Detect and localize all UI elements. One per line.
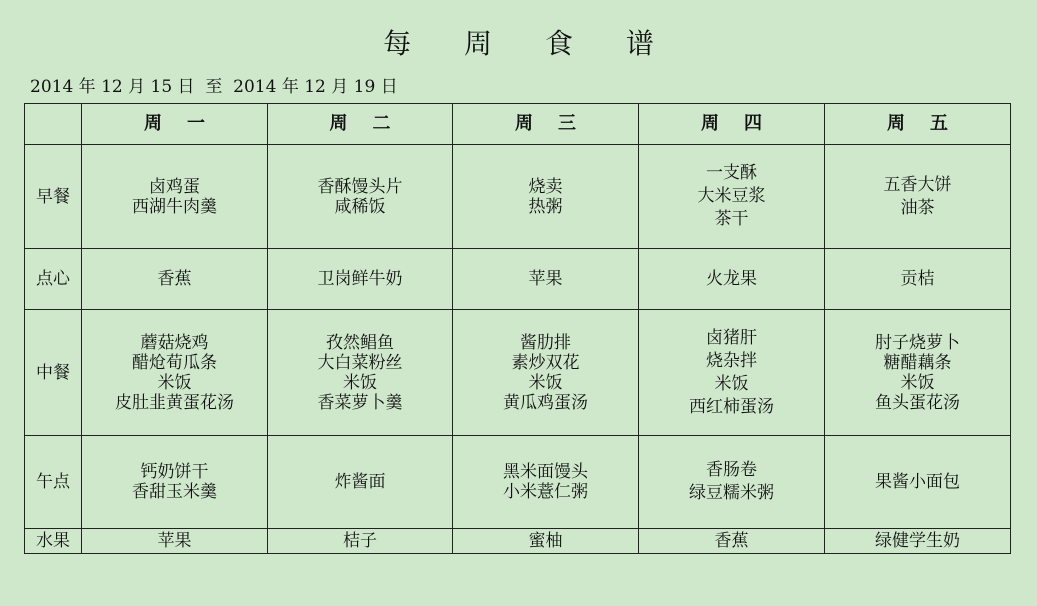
dish: 香肠卷 — [706, 460, 757, 480]
dish: 卤鸡蛋 — [149, 176, 200, 197]
dish: 绿豆糯米粥 — [689, 483, 774, 503]
dish: 大米豆浆 — [697, 186, 766, 206]
dish: 卫岗鲜牛奶 — [317, 269, 403, 289]
dish: 肘子烧萝卜 — [875, 332, 960, 353]
dish: 醋炝荀瓜条 — [132, 352, 217, 373]
meal-row-fruit — [25, 529, 1011, 554]
menu-cell — [825, 249, 1011, 310]
menu-cell — [268, 529, 453, 554]
dish: 热粥 — [528, 196, 563, 217]
corner-cell — [25, 104, 82, 145]
dish: 米饭 — [528, 372, 563, 393]
dish: 火龙果 — [706, 269, 757, 289]
menu-cell — [82, 529, 268, 554]
menu-cell — [825, 529, 1011, 554]
meal-row-snack — [25, 249, 1011, 310]
day-label: 周 二 — [329, 113, 391, 134]
dish: 绿健学生奶 — [875, 531, 960, 551]
page-title — [0, 22, 1037, 62]
dish: 米饭 — [714, 373, 749, 394]
dish: 米饭 — [343, 372, 377, 393]
menu-cell — [825, 145, 1011, 249]
menu-cell — [268, 310, 453, 436]
day-label: 周 三 — [514, 113, 577, 134]
dish: 孜然鲳鱼 — [326, 332, 394, 353]
menu-cell — [639, 249, 825, 310]
dish: 桔子 — [343, 531, 377, 551]
day-label: 周 五 — [886, 113, 949, 134]
menu-cell — [639, 529, 825, 554]
meal-label: 水果 — [25, 529, 82, 554]
menu-cell — [825, 310, 1011, 436]
dish: 咸稀饭 — [334, 196, 386, 217]
day-header — [639, 104, 825, 145]
dish: 西湖牛肉羹 — [132, 196, 217, 217]
menu-cell — [268, 145, 453, 249]
dish: 大白菜粉丝 — [317, 352, 403, 373]
meal-row-breakfast — [25, 145, 1011, 249]
dish: 鱼头蛋花汤 — [875, 392, 960, 413]
menu-cell — [453, 249, 639, 310]
day-header — [825, 104, 1011, 145]
day-label: 周 四 — [700, 113, 763, 134]
dish: 香蕉 — [157, 269, 192, 289]
dish: 苹果 — [528, 269, 563, 289]
dish: 香蕉 — [714, 531, 749, 551]
dish: 素炒双花 — [511, 352, 580, 373]
dish: 香菜萝卜羹 — [317, 392, 403, 413]
menu-cell — [268, 436, 453, 529]
dish: 烧卖 — [528, 176, 563, 197]
meal-row-lunch — [25, 310, 1011, 436]
dish: 香酥馒头片 — [317, 176, 403, 197]
menu-cell — [639, 310, 825, 436]
dish: 油茶 — [900, 197, 935, 218]
meal-row-afternoon — [25, 436, 1011, 529]
menu-cell — [268, 249, 453, 310]
dish: 蘑菇烧鸡 — [140, 332, 209, 353]
meal-label: 点心 — [25, 249, 82, 310]
menu-cell — [825, 436, 1011, 529]
menu-cell — [639, 145, 825, 249]
menu-cell — [453, 310, 639, 436]
dish: 西红柿蛋汤 — [689, 396, 774, 417]
day-header — [268, 104, 453, 145]
meal-label: 早餐 — [25, 145, 82, 249]
day-header — [453, 104, 639, 145]
title-char: 周 — [464, 27, 493, 60]
dish: 烧杂拌 — [706, 350, 757, 371]
dish: 果酱小面包 — [875, 472, 960, 492]
meal-label: 午点 — [25, 436, 82, 529]
meal-label: 中餐 — [25, 310, 82, 436]
dish: 黑米面馒头 — [503, 462, 588, 482]
menu-cell — [82, 436, 268, 529]
weekly-menu-table — [24, 103, 1011, 554]
menu-cell — [453, 145, 639, 249]
date-range: 2014 年 12 月 15 日 至 2014 年 12 月 19 日 — [30, 77, 398, 97]
title-char: 谱 — [625, 27, 654, 60]
dish: 一支酥 — [706, 163, 757, 183]
dish: 卤猪肝 — [706, 327, 757, 348]
dish: 小米薏仁粥 — [503, 482, 588, 502]
dish: 蜜柚 — [528, 531, 563, 551]
menu-cell — [453, 529, 639, 554]
dish: 炸酱面 — [334, 472, 386, 492]
menu-cell — [82, 145, 268, 249]
dish: 香甜玉米羹 — [132, 482, 217, 502]
dish: 酱肋排 — [520, 332, 571, 353]
dish: 糖醋藕条 — [883, 352, 952, 373]
dish: 五香大饼 — [883, 174, 952, 195]
dish: 贡桔 — [900, 269, 935, 289]
dish: 茶干 — [714, 209, 749, 229]
menu-cell — [453, 436, 639, 529]
dish: 米饭 — [900, 372, 935, 393]
dish: 皮肚韭黄蛋花汤 — [115, 392, 234, 413]
day-label: 周 一 — [143, 113, 206, 134]
day-header — [82, 104, 268, 145]
dish: 钙奶饼干 — [140, 462, 209, 482]
title-char: 食 — [544, 27, 573, 60]
dish: 黄瓜鸡蛋汤 — [503, 392, 588, 413]
header-row — [25, 104, 1011, 145]
title-char: 每 — [383, 27, 412, 60]
dish: 米饭 — [157, 372, 192, 393]
menu-cell — [639, 436, 825, 529]
dish: 苹果 — [157, 531, 192, 551]
menu-cell — [82, 310, 268, 436]
menu-cell — [82, 249, 268, 310]
